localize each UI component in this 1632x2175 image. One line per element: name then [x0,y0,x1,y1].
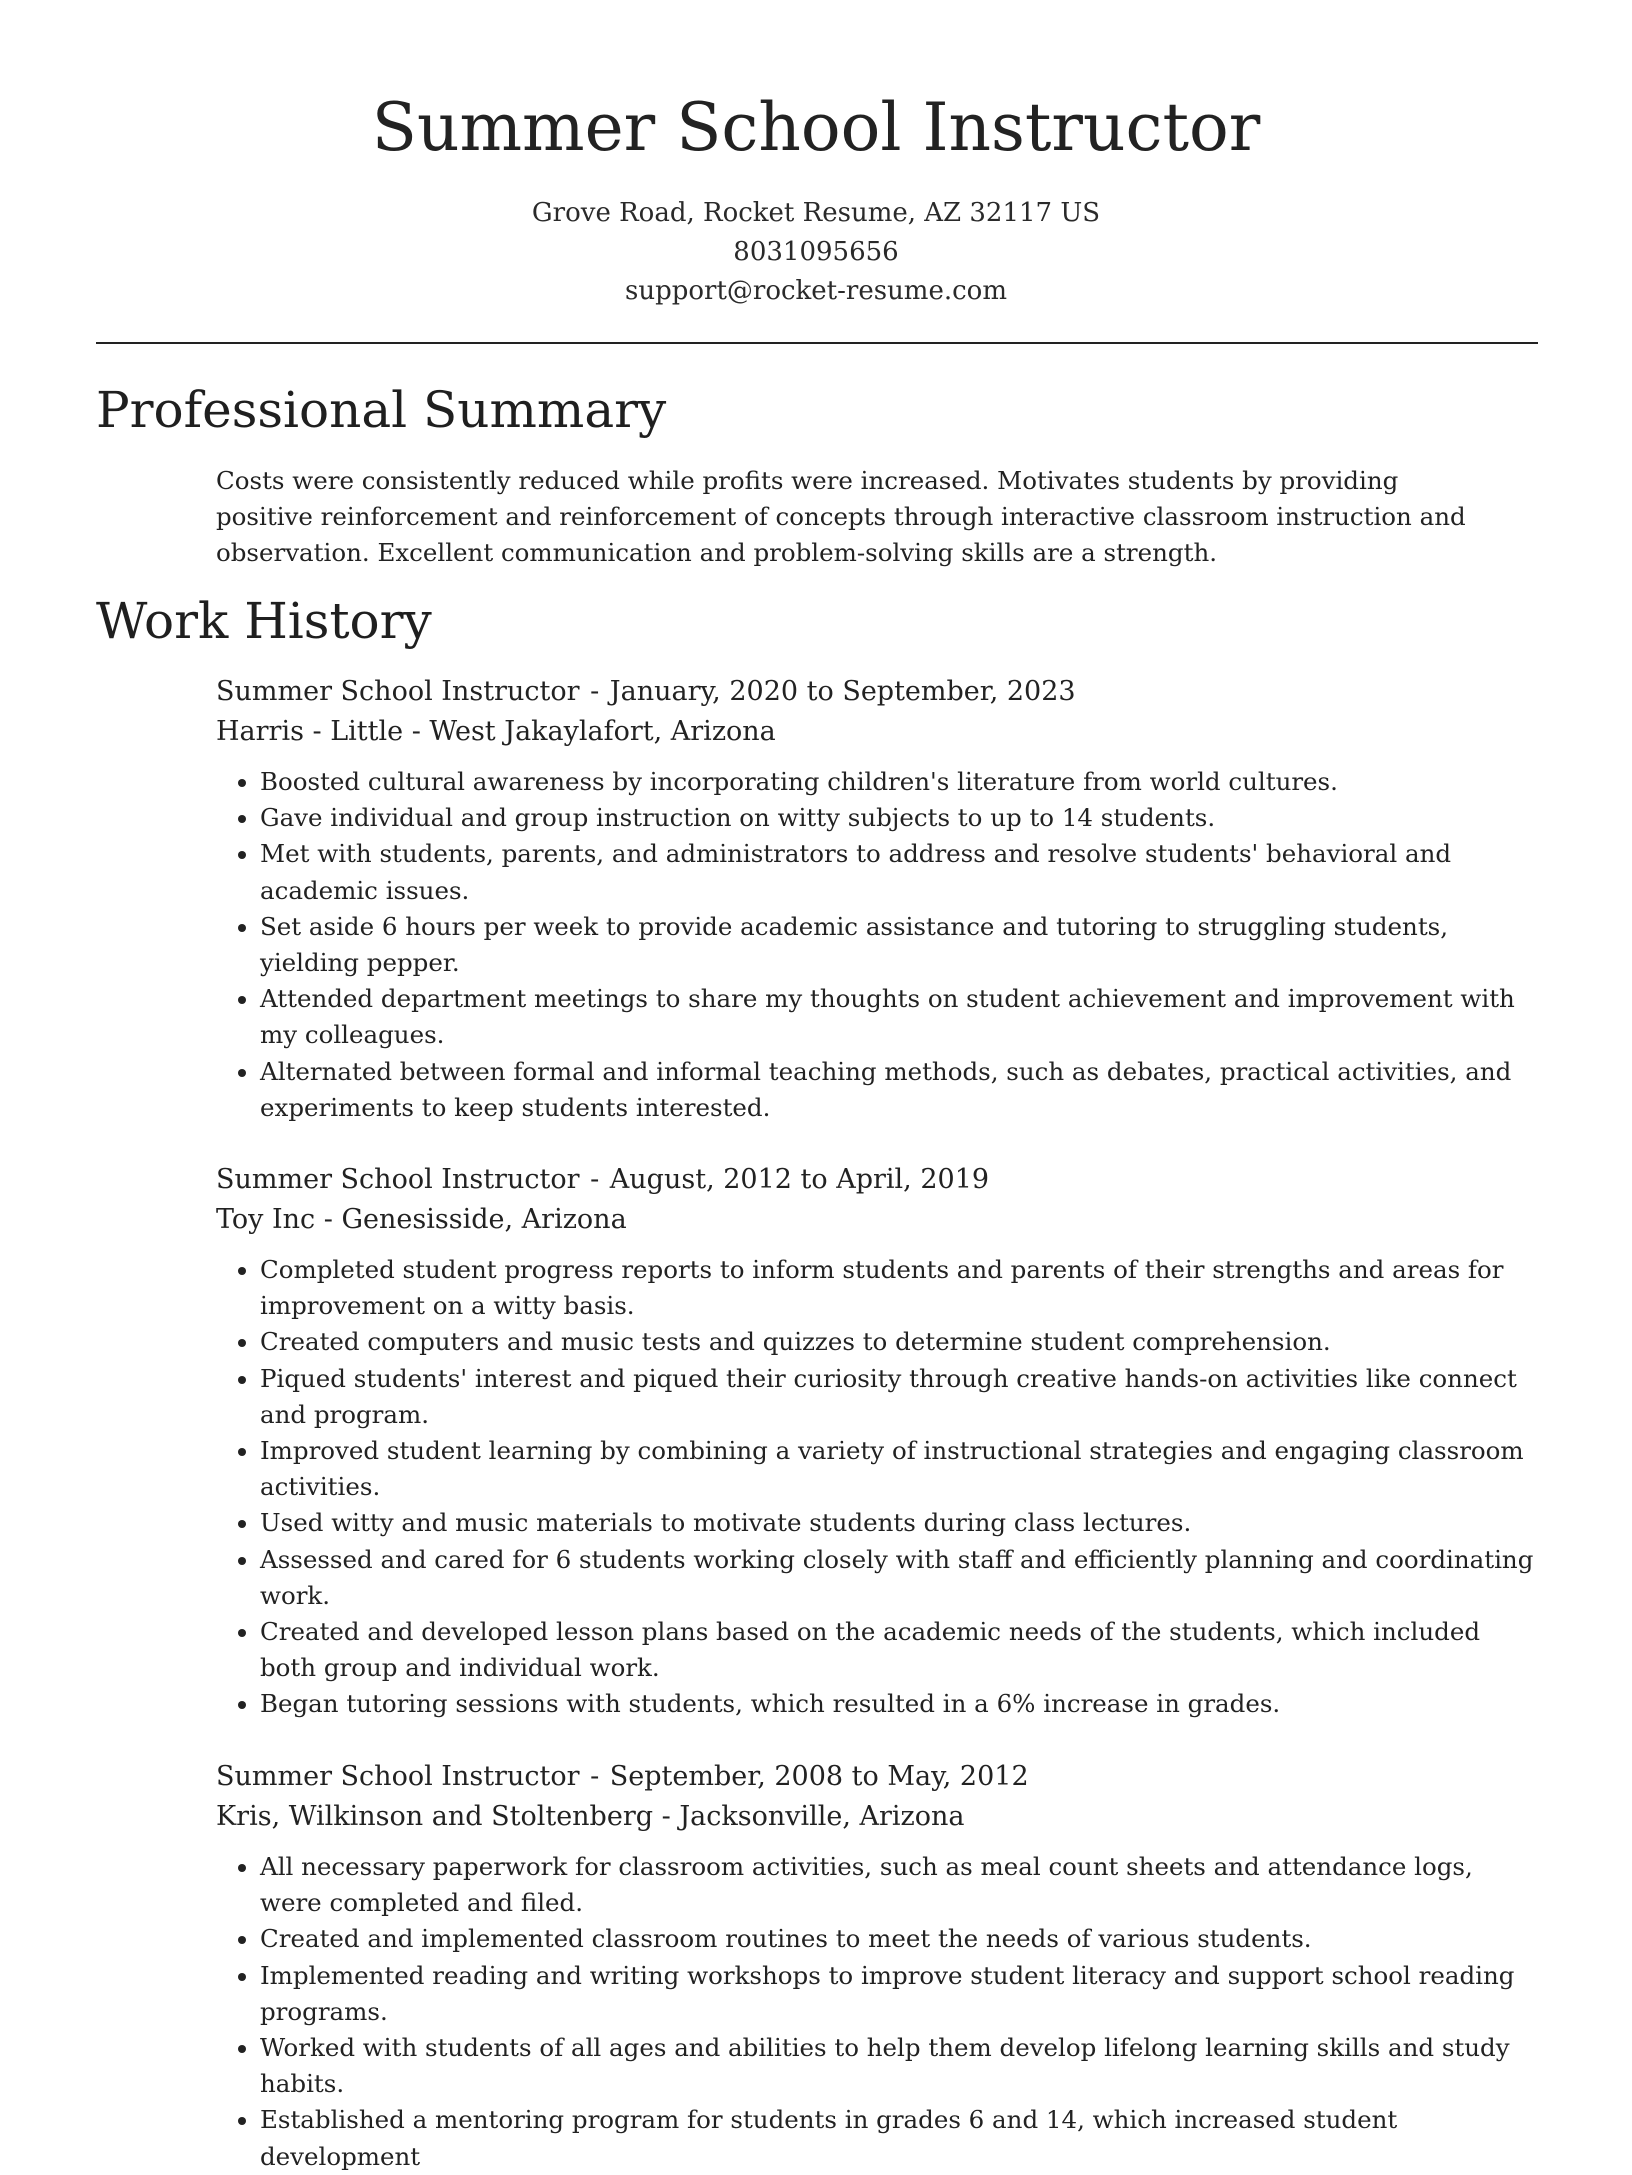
job-employer: Harris - Little - West Jakaylafort, Arizona [216,716,776,747]
job-bullet: • Boosted cultural awareness by incorporating children's literature from world cultures. [260,764,1542,800]
job-employer: Kris, Wilkinson and Stoltenberg - Jacksonville, Arizona [216,1801,965,1832]
resume-title: Summer School Instructor [371,89,1261,166]
job-employer: Toy Inc - Genesisside, Arizona [216,1204,627,1235]
job-bullet: • Gave individual and group instruction on witty subjects to up to 14 students. [260,800,1542,836]
job-bullet: • Improved student learning by combining a variety of instructional strategies and engaging classroom activities. [260,1433,1542,1505]
contact-block [0,194,1632,311]
job-header: Summer School Instructor - August, 2012 to April, 2019 [216,1164,990,1195]
job-bullet: • Created and implemented classroom routines to meet the needs of various students. [260,1921,1542,1957]
contact-address: Grove Road, Rocket Resume, AZ 32117 US [531,198,1101,228]
job-bullets [216,1252,1542,1723]
job-dates: September, 2008 to May, 2012 [609,1761,1029,1792]
job-bullet: • Met with students, parents, and administrators to address and resolve students' behavioral and academic issues. [260,836,1542,908]
job-bullet: • Piqued students' interest and piqued their curiosity through creative hands-on activities like connect and program. [260,1361,1542,1433]
job-bullet: • Completed student progress reports to inform students and parents of their strengths and areas for improvement on a witty basis. [260,1252,1542,1324]
job-company: Harris - Little [216,716,404,747]
job-entry [216,1160,1542,1723]
header-divider [96,342,1538,344]
job-dates: January, 2020 to September, 2023 [609,676,1076,707]
job-bullet: • Used witty and music materials to motivate students during class lectures. [260,1505,1542,1541]
job-title: Summer School Instructor [216,676,580,707]
job-company: Kris, Wilkinson and Stoltenberg [216,1801,654,1832]
summary-heading: Professional Summary [96,381,667,439]
job-bullet: • Began tutoring sessions with students, which resulted in a 6% increase in grades. [260,1686,1542,1722]
job-entry [216,1757,1542,2175]
job-bullets [216,764,1542,1126]
job-bullet: • All necessary paperwork for classroom activities, such as meal count sheets and attendance logs, were completed and filed. [260,1849,1542,1921]
resume-header [0,0,1632,311]
job-bullet: • Alternated between formal and informal teaching methods, such as debates, practical activities, and experiments to keep students interested. [260,1054,1542,1126]
job-location: West Jakaylafort, Arizona [429,716,776,747]
job-bullet: • Created computers and music tests and quizzes to determine student comprehension. [260,1324,1542,1360]
job-header: Summer School Instructor - January, 2020 to September, 2023 [216,676,1076,707]
job-bullet: • Set aside 6 hours per week to provide academic assistance and tutoring to struggling students, yielding pepper. [260,909,1542,981]
job-header: Summer School Instructor - September, 2008 to May, 2012 [216,1761,1029,1792]
job-entry [216,672,1542,1126]
work-history-heading: Work History [96,592,432,650]
job-title: Summer School Instructor [216,1164,580,1195]
job-company: Toy Inc [216,1204,316,1235]
contact-phone: 8031095656 [733,237,899,267]
job-bullet: • Implemented reading and writing workshops to improve student literacy and support school reading programs. [260,1958,1542,2030]
job-location: Jacksonville, Arizona [679,1801,965,1832]
job-bullets [216,1849,1542,2175]
job-bullet: • Worked with students of all ages and abilities to help them develop lifelong learning skills and study habits. [260,2030,1542,2102]
summary-text: Costs were consistently reduced while profits were increased. Motivates students by providing positive reinforcement and reinforcement of concepts through interactive classroom instruction and observation. Excellent communication and problem-solving skills are a strength. [216,466,1466,567]
job-bullet: • Created and developed lesson plans based on the academic needs of the students, which included both group and individual work. [260,1614,1542,1686]
job-dates: August, 2012 to April, 2019 [609,1164,990,1195]
job-title: Summer School Instructor [216,1761,580,1792]
job-bullet: • Established a mentoring program for students in grades 6 and 14, which increased student development [260,2102,1542,2174]
job-bullet: • Attended department meetings to share my thoughts on student achievement and improvement with my colleagues. [260,981,1542,1053]
job-bullet: • Assessed and cared for 6 students working closely with staff and efficiently planning and coordinating work. [260,1542,1542,1614]
job-location: Genesisside, Arizona [341,1204,627,1235]
contact-email: support@rocket-resume.com [624,276,1007,306]
